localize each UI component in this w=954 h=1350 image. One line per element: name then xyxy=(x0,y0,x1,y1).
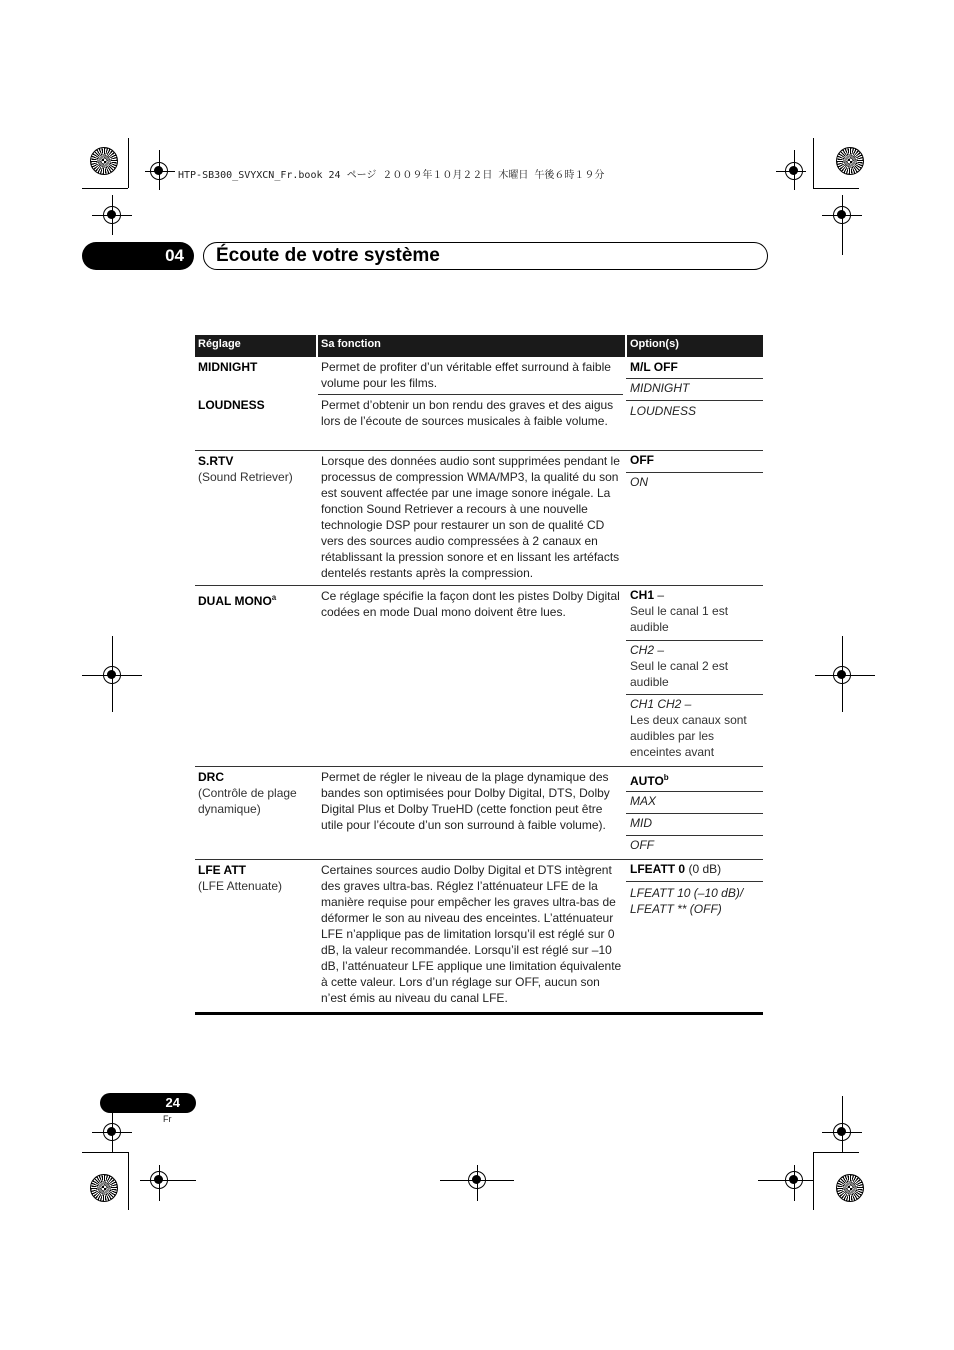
option-ch1 xyxy=(626,586,763,641)
option-lfeatt-0-val: (0 dB) xyxy=(685,862,722,876)
chapter-number-badge: 04 xyxy=(82,242,194,270)
setting-dual-mono: DUAL MONO xyxy=(198,594,272,608)
option-lfeatt-0 xyxy=(626,860,763,882)
option-ch2-desc: Seul le canal 2 est audible xyxy=(630,659,729,689)
option-auto-name: AUTO xyxy=(630,774,664,788)
option-mid: MID xyxy=(626,814,763,836)
setting-lfe-att: LFE ATT xyxy=(198,863,246,877)
option-ch1-name: CH1 xyxy=(630,588,655,602)
header-options: Option(s) xyxy=(627,335,763,357)
option-ch1-ch2-name: CH1 CH2 – xyxy=(630,697,692,711)
setting-loudness: LOUDNESS xyxy=(198,398,265,412)
header-function: Sa fonction xyxy=(318,335,625,357)
table-row-lfe-att xyxy=(195,860,763,1015)
page-number-badge: 24 xyxy=(100,1093,196,1113)
desc-lfe-att: Certaines sources audio Dolby Digital et DTS intègrent des graves ultra-bas. Réglez l’atténuateur LFE de la manière requise pour empêcher les graves ultra-bas de déformer le son au niveau des enceintes. L’atténuateur LFE n’applique pas de limitation lorsqu’il est réglé sur 0 dB, la valeur recommandée. Lorsqu’il est réglé sur –10 dB, l’atténuateur LFE applique une limitation équivalente à cette valeur. Lors d’un réglage sur OFF, aucun son n’est émis au niveau du canal LFE. xyxy=(321,863,622,1005)
option-srtv-on: ON xyxy=(630,475,648,489)
table-row-drc xyxy=(195,767,763,860)
footnote-b: b xyxy=(663,773,669,782)
table-row-dual-mono xyxy=(195,586,763,767)
settings-table xyxy=(195,335,763,1015)
option-ml-off: M/L OFF xyxy=(626,357,763,379)
book-slug-line: HTP-SB300_SVYXCN_Fr.book 24 ページ ２００９年１０月２２日 木曜日 午後６時１９分 xyxy=(178,170,605,181)
option-ch1-desc: Seul le canal 1 est audible xyxy=(630,604,729,634)
option-drc-off: OFF xyxy=(630,838,654,852)
option-lfeatt-10: LFEATT 10 (–10 dB)/ LFEATT ** (OFF) xyxy=(630,886,744,916)
setting-drc: DRC xyxy=(198,770,224,784)
chapter-title: Écoute de votre système xyxy=(216,245,440,266)
option-auto xyxy=(626,767,763,792)
option-ch1-ch2 xyxy=(626,695,763,764)
desc-srtv: Lorsque des données audio sont supprimées pendant le processus de compression WMA/MP3, la qualité du son est souvent affectée par une image sonore inégale. La fonction Sound Retriever a recours à une nouvelle technologie DSP pour restaurer un son de qualité CD vers des sources audio compressées à 2 canaux en rétablissant la pression sonore et en lissant les artéfacts dentelés restants après la compression. xyxy=(321,454,620,580)
table-row-midnight-loudness xyxy=(195,357,763,451)
option-lfeatt-0-name: LFEATT 0 xyxy=(630,862,686,876)
setting-midnight: MIDNIGHT xyxy=(198,360,258,374)
option-ch2 xyxy=(626,641,763,695)
setting-drc-sub: (Contrôle de plage dynamique) xyxy=(198,786,297,816)
table-header xyxy=(195,335,763,357)
option-ch1-ch2-desc: Les deux canaux sont audibles par les enceintes avant xyxy=(630,713,747,759)
footnote-a: a xyxy=(271,593,277,602)
header-setting: Réglage xyxy=(195,335,316,357)
desc-midnight: Permet de profiter d’un véritable effet surround à faible volume pour les films. xyxy=(318,357,623,395)
setting-srtv-sub: (Sound Retriever) xyxy=(198,470,293,484)
desc-loudness: Permet d’obtenir un bon rendu des graves et des aigus lors de l’écoute de sources musicales à faible volume. xyxy=(321,398,614,428)
option-ch1-dash: – xyxy=(654,588,665,602)
table-row-srtv xyxy=(195,451,763,586)
desc-drc: Permet de régler le niveau de la plage dynamique des bandes son optimisées pour Dolby Digital, DTS, Dolby Digital Plus et Dolby TrueHD (cette fonction peut être utile pour l’écoute d’un son surround à faible volume). xyxy=(321,770,610,832)
option-loudness: LOUDNESS xyxy=(630,404,697,418)
page-language: Fr xyxy=(163,1114,172,1124)
option-srtv-off: OFF xyxy=(626,451,763,473)
option-ch2-name: CH2 – xyxy=(630,643,665,657)
option-max: MAX xyxy=(626,792,763,814)
setting-srtv: S.RTV xyxy=(198,454,234,468)
desc-dual-mono: Ce réglage spécifie la façon dont les pistes Dolby Digital codées en mode Dual mono doivent être lues. xyxy=(321,589,620,619)
option-midnight: MIDNIGHT xyxy=(626,379,763,401)
setting-lfe-att-sub: (LFE Attenuate) xyxy=(198,879,283,893)
